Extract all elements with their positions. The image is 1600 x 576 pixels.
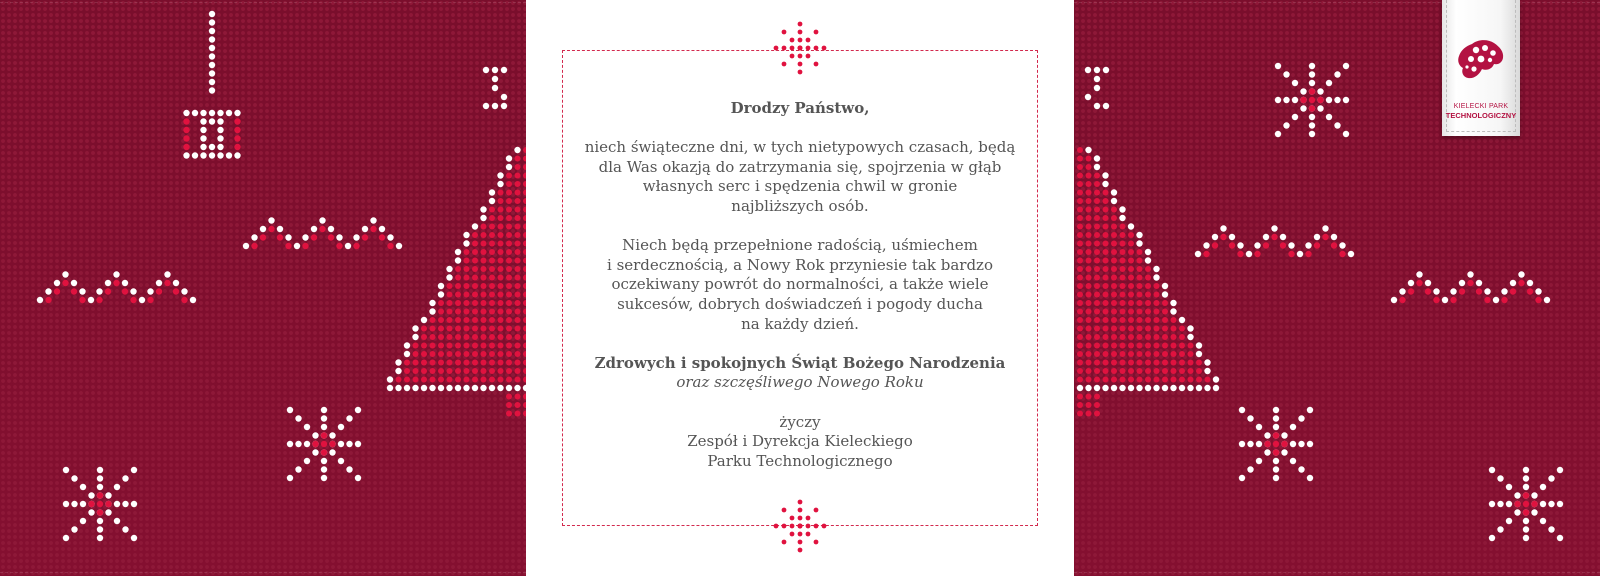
message-line: oczekiwany powrót do normalności, a także wiele (611, 275, 989, 294)
signature (562, 413, 1038, 472)
snowflake-icon (287, 407, 361, 481)
right-knit-panel (1074, 0, 1600, 576)
snowflake-icon (770, 496, 830, 556)
left-knit-panel (0, 0, 526, 576)
holiday-wish: Zdrowych i spokojnych Świąt Bożego Narodzenia (594, 353, 1006, 372)
message-line: Niech będą przepełnione radością, uśmiechem (622, 236, 978, 255)
snowflake-icon (63, 467, 137, 541)
message-line: na każdy dzień. (741, 314, 859, 333)
new-year-wish: oraz szczęśliwego Nowego Roku (676, 373, 924, 392)
zigzag-garland-icon (37, 271, 196, 303)
message-line: własnych serc i spędzenia chwil w gronie (642, 177, 958, 196)
message-paragraph-2 (562, 236, 1038, 334)
snowflake-icon (1239, 407, 1313, 481)
brand-name-line-1: KIELECKI PARK (1453, 103, 1509, 110)
reindeer-antler-icon (483, 67, 507, 109)
brand-name-line-2: TECHNOLOGICZNY (1445, 111, 1517, 120)
signature-line: Zespół i Dyrekcja Kieleckiego (687, 432, 913, 451)
zigzag-garland-icon (1195, 225, 1354, 257)
brand-tag[interactable] (1442, 0, 1520, 136)
snowflake-icon (1489, 467, 1563, 541)
christmas-tree-icon (387, 147, 526, 417)
greeting-message (562, 99, 1038, 471)
message-line: dla Was okazją do zatrzymania się, spojrzenia w głąb (598, 157, 1002, 176)
kpt-logo-icon (1454, 38, 1508, 84)
snowflake-icon (1275, 63, 1349, 137)
christmas-tree-icon (1077, 147, 1219, 417)
signature-line: życzy (779, 412, 821, 431)
message-line: i serdecznością, a Nowy Rok przyniesie tak bardzo (607, 255, 993, 274)
reindeer-antler-icon (1085, 67, 1109, 109)
right-knit-pattern (1074, 0, 1600, 576)
signature-line: Parku Technologicznego (707, 451, 893, 470)
greeting-heading: Drodzy Państwo, (730, 99, 870, 117)
zigzag-garland-icon (243, 217, 402, 249)
ornament-icon (183, 11, 240, 159)
left-knit-pattern (0, 0, 526, 576)
message-line: najbliższych osób. (731, 196, 869, 215)
message-paragraph-1 (562, 138, 1038, 216)
zigzag-garland-icon (1391, 271, 1550, 303)
message-line: niech świąteczne dni, w tych nietypowych czasach, będą (584, 138, 1016, 157)
greeting-card (526, 0, 1074, 576)
message-line: sukcesów, dobrych doświadczeń i pogody ducha (617, 294, 983, 313)
